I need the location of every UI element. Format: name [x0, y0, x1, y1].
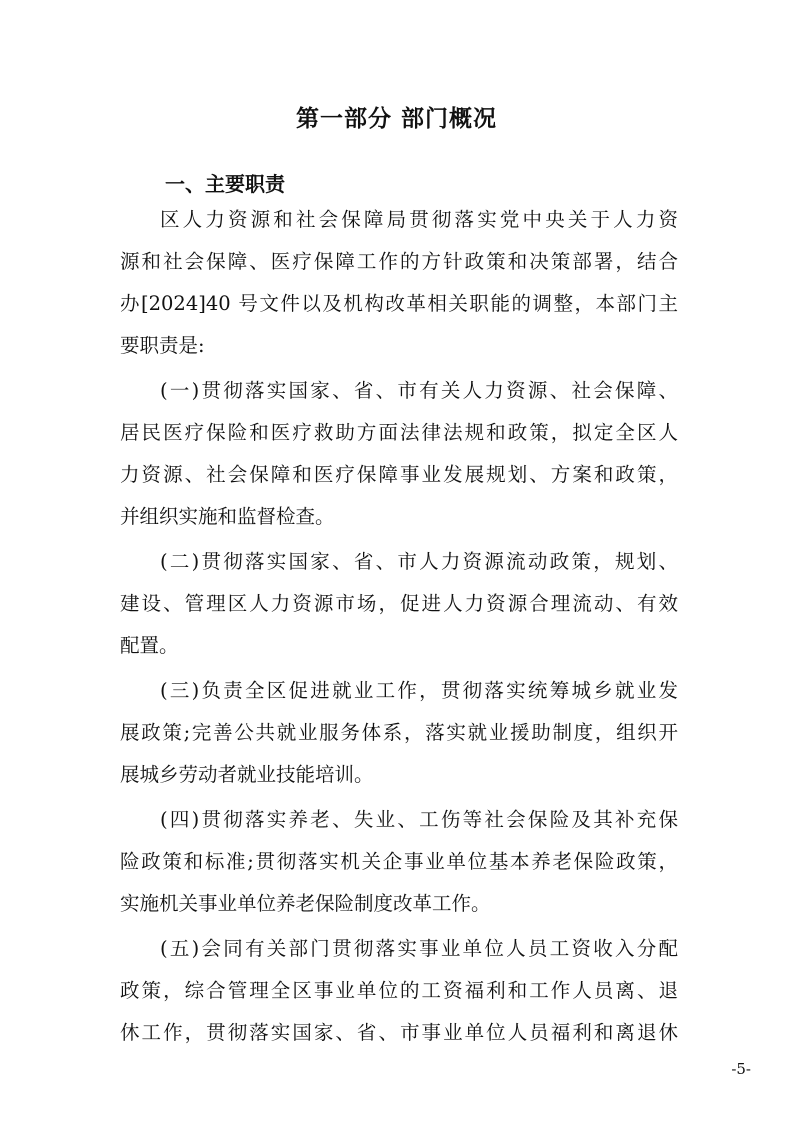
text-line: (一)贯彻落实国家、省、市有关人力资源、社会保障、 [160, 379, 678, 402]
page-number: -5- [731, 1060, 751, 1078]
paragraph-duty-5 [120, 928, 678, 1054]
text-line: 休工作，贯彻落实国家、省、市事业单位人员福利和离退休 [120, 1021, 678, 1044]
text-line: 要职责是: [120, 334, 205, 357]
text-line: (二)贯彻落实国家、省、市人力资源流动政策，规划、 [160, 550, 678, 573]
paragraph-duty-3 [120, 670, 678, 796]
text-line: (四)贯彻落实养老、失业、工伤等社会保险及其补充保 [160, 808, 678, 831]
text-line: 展城乡劳动者就业技能培训。 [120, 763, 374, 786]
paragraph-duty-2 [120, 541, 678, 667]
paragraph-main-duties-intro [120, 199, 678, 367]
text-line: (五)会同有关部门贯彻落实事业单位人员工资收入分配 [160, 937, 678, 960]
text-line: 险政策和标准;贯彻落实机关企事业单位基本养老保险政策， [120, 850, 678, 873]
text-line: 区人力资源和社会保障局贯彻落实党中央关于人力资 [160, 208, 678, 231]
text-line: 政策，综合管理全区事业单位的工资福利和工作人员离、退 [120, 979, 678, 1002]
text-line: 并组织实施和监督检查。 [120, 505, 335, 528]
text-line: 居民医疗保险和医疗救助方面法律法规和政策，拟定全区人 [120, 421, 678, 444]
text-line: 力资源、社会保障和医疗保障事业发展规划、方案和政策， [120, 463, 678, 486]
text-line: 实施机关事业单位养老保险制度改革工作。 [120, 892, 491, 915]
text-line: 源和社会保障、医疗保障工作的方针政策和决策部署，结合 [120, 250, 678, 273]
text-line: (三)负责全区促进就业工作，贯彻落实统筹城乡就业发 [160, 679, 678, 702]
paragraph-duty-4 [120, 799, 678, 925]
text-line: 配置。 [120, 634, 179, 657]
text-line: 建设、管理区人力资源市场，促进人力资源合理流动、有效 [120, 592, 678, 615]
page-title: 第一部分 部门概况 [295, 106, 497, 132]
text-line: 展政策;完善公共就业服务体系，落实就业援助制度，组织开 [120, 721, 678, 744]
document-body [120, 199, 678, 1054]
paragraph-duty-1 [120, 370, 678, 538]
section-heading: 一、主要职责 [165, 172, 285, 196]
text-line: 办[2024]40 号文件以及机构改革相关职能的调整，本部门主 [120, 292, 678, 315]
